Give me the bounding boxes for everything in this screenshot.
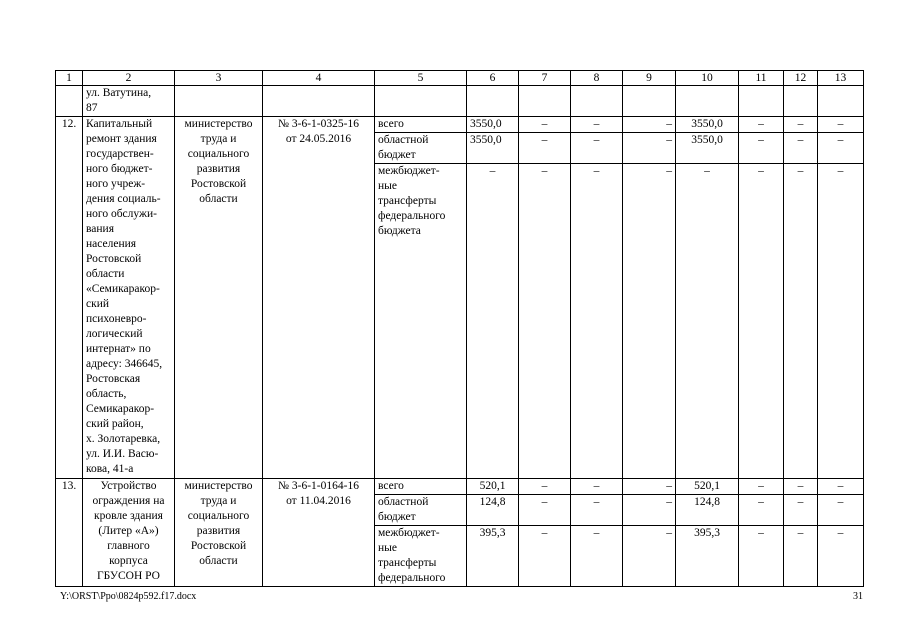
value-cell: – <box>623 133 676 164</box>
value-cell: – <box>739 479 784 495</box>
funding-source: межбюджет- ные трансферты федерального <box>375 526 467 587</box>
table-row <box>56 479 864 495</box>
value-cell: – <box>623 479 676 495</box>
col-number: 11 <box>739 71 784 86</box>
col-number: 12 <box>784 71 818 86</box>
value-cell: – <box>818 479 864 495</box>
object-name: Капитальный ремонт здания государствен- ного бюджет- ного учреж- дения социаль- ного обслужи- вания населения Ростовской области «Семикаракор- ский психоневро- логический интернат» по адресу: 346645, Ростовская область, Семикаракор- ский район, х. Золотаревка, ул. И.И. Васю- кова, 41-а <box>83 117 175 479</box>
value-cell: – <box>739 133 784 164</box>
funding-source: межбюджет- ные трансферты федерального бюджета <box>375 164 467 479</box>
customer: министерство труда и социального развития Ростовской области <box>175 117 263 479</box>
col-number: 3 <box>175 71 263 86</box>
value-cell: 395,3 <box>676 526 739 587</box>
value-cell: 520,1 <box>467 479 519 495</box>
value-cell: – <box>818 164 864 479</box>
value-cell: 395,3 <box>467 526 519 587</box>
col-number: 9 <box>623 71 676 86</box>
value-cell: 520,1 <box>676 479 739 495</box>
value-cell: – <box>571 117 623 133</box>
value-cell: – <box>623 117 676 133</box>
value-cell: – <box>519 164 571 479</box>
value-cell: 124,8 <box>467 495 519 526</box>
col-number: 10 <box>676 71 739 86</box>
value-cell: – <box>784 495 818 526</box>
continuation-row <box>56 86 864 117</box>
value-cell: – <box>818 133 864 164</box>
value-cell: – <box>571 479 623 495</box>
value-cell: – <box>467 164 519 479</box>
object-address-continued: ул. Ватутина, 87 <box>83 86 175 117</box>
value-cell: – <box>623 526 676 587</box>
value-cell: – <box>784 133 818 164</box>
row-number: 13. <box>56 479 83 587</box>
funding-source: областной бюджет <box>375 495 467 526</box>
value-cell: – <box>623 495 676 526</box>
value-cell: – <box>818 526 864 587</box>
value-cell: – <box>739 164 784 479</box>
value-cell: – <box>571 164 623 479</box>
value-cell: 3550,0 <box>467 133 519 164</box>
value-cell: – <box>784 164 818 479</box>
funding-source: всего <box>375 479 467 495</box>
col-number: 2 <box>83 71 175 86</box>
col-number: 13 <box>818 71 864 86</box>
value-cell: – <box>519 526 571 587</box>
col-number: 6 <box>467 71 519 86</box>
customer: министерство труда и социального развития Ростовской области <box>175 479 263 587</box>
table-row <box>56 117 864 133</box>
value-cell: – <box>818 495 864 526</box>
value-cell: 3550,0 <box>676 117 739 133</box>
value-cell: 124,8 <box>676 495 739 526</box>
funding-source: всего <box>375 117 467 133</box>
value-cell: – <box>784 526 818 587</box>
value-cell: – <box>519 117 571 133</box>
row-number: 12. <box>56 117 83 479</box>
value-cell: – <box>676 164 739 479</box>
col-number: 1 <box>56 71 83 86</box>
col-number: 7 <box>519 71 571 86</box>
column-number-row <box>56 71 864 86</box>
value-cell: – <box>739 117 784 133</box>
value-cell: – <box>519 495 571 526</box>
file-path: Y:\ORST\Ppo\0824p592.f17.docx <box>60 591 197 602</box>
funding-source: областной бюджет <box>375 133 467 164</box>
value-cell: – <box>571 133 623 164</box>
value-cell: 3550,0 <box>676 133 739 164</box>
value-cell: – <box>623 164 676 479</box>
program-table <box>55 70 864 587</box>
col-number: 5 <box>375 71 467 86</box>
document-ref: № 3-6-1-0164-16 от 11.04.2016 <box>263 479 375 587</box>
value-cell: – <box>784 117 818 133</box>
value-cell: 3550,0 <box>467 117 519 133</box>
value-cell: – <box>571 495 623 526</box>
value-cell: – <box>784 479 818 495</box>
value-cell: – <box>818 117 864 133</box>
col-number: 4 <box>263 71 375 86</box>
value-cell: – <box>519 479 571 495</box>
value-cell: – <box>739 526 784 587</box>
object-name: Устройство ограждения на кровле здания (Литер «А») главного корпуса ГБУСОН РО <box>83 479 175 587</box>
value-cell: – <box>571 526 623 587</box>
col-number: 8 <box>571 71 623 86</box>
value-cell: – <box>519 133 571 164</box>
document-ref: № 3-6-1-0325-16 от 24.05.2016 <box>263 117 375 479</box>
value-cell: – <box>739 495 784 526</box>
page-number: 31 <box>853 591 863 602</box>
